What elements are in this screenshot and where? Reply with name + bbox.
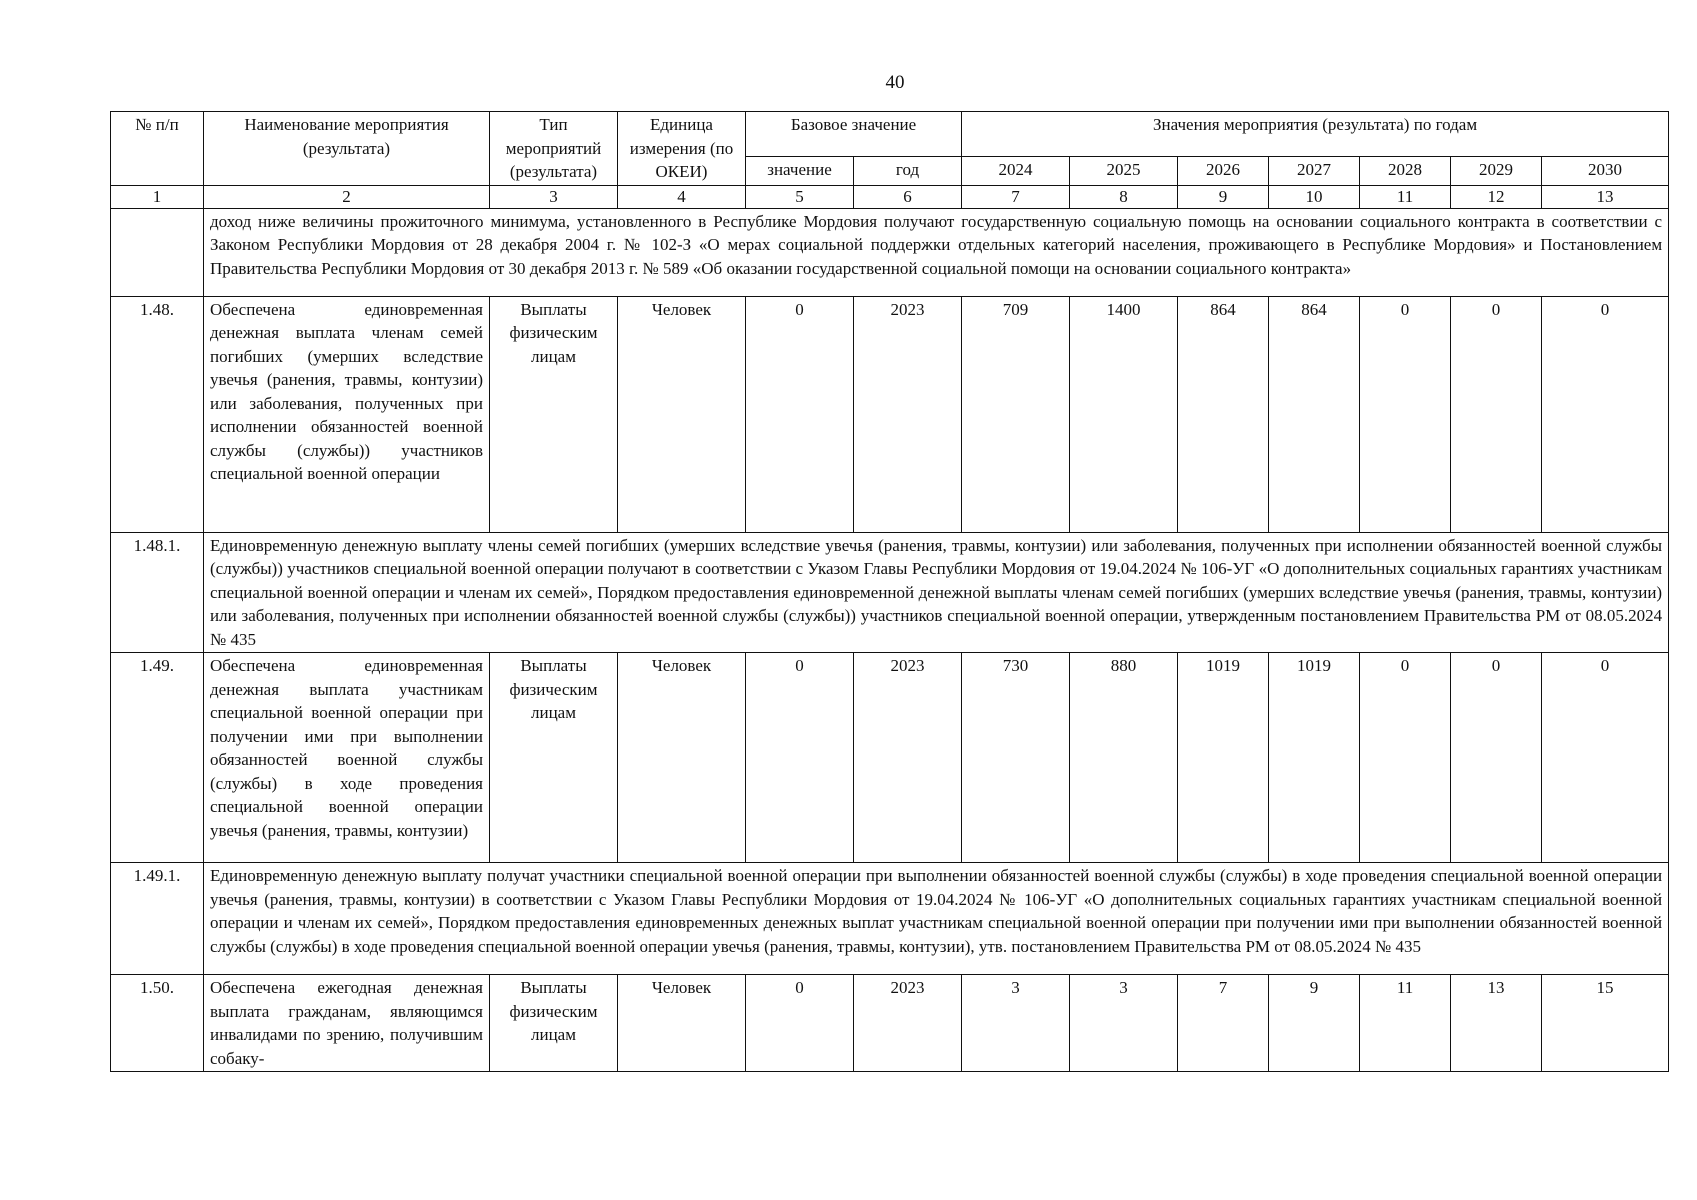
column-number: 4 — [618, 185, 746, 208]
page-number: 40 — [885, 72, 905, 93]
column-number: 12 — [1451, 185, 1542, 208]
row-number: 1.48.1. — [111, 532, 204, 653]
row-name: Обеспечена ежегодная денежная выплата гражданам, являющимся инвалидами по зрению, получившим собаку- — [204, 975, 490, 1072]
row-unit: Человек — [618, 296, 746, 532]
column-number: 10 — [1269, 185, 1360, 208]
row-base-year: 2023 — [854, 296, 962, 532]
row-note-text: доход ниже величины прожиточного минимума, установленного в Республике Мордовия получают государственную социальную помощь на основании социального контракта в соответствии с Законом Республики Мордовия от 28 декабря 2004 г. № 102-З «О мерах социальной поддержки отдельных категорий населения, проживающего в Республике Мордовия» и Постановлением Правительства Республики Мордовия от 30 декабря 2013 г. № 589 «Об оказании государственной социальной помощи на основании социального контракта» — [204, 208, 1669, 296]
column-number: 11 — [1360, 185, 1451, 208]
column-number: 9 — [1178, 185, 1269, 208]
row-value: 15 — [1542, 975, 1669, 1072]
row-value: 3 — [962, 975, 1070, 1072]
row-value: 9 — [1269, 975, 1360, 1072]
column-number: 6 — [854, 185, 962, 208]
table-row-item — [111, 296, 1669, 532]
column-number-row — [111, 185, 1669, 208]
row-value: 709 — [962, 296, 1070, 532]
row-base-year: 2023 — [854, 975, 962, 1072]
header-row-top — [111, 112, 1669, 157]
row-value: 1400 — [1070, 296, 1178, 532]
row-value: 11 — [1360, 975, 1451, 1072]
row-base-value: 0 — [746, 975, 854, 1072]
row-type: Выплаты физическим лицам — [490, 296, 618, 532]
header-unit: Единица измерения (по ОКЕИ) — [618, 112, 746, 186]
header-num: № п/п — [111, 112, 204, 186]
header-base-year: год — [854, 157, 962, 186]
row-type: Выплаты физическим лицам — [490, 653, 618, 863]
table-row-item — [111, 975, 1669, 1072]
column-number: 1 — [111, 185, 204, 208]
row-value: 7 — [1178, 975, 1269, 1072]
row-note-text: Единовременную денежную выплату получат участники специальной военной операции при выполнении обязанностей военной службы (службы) в ходе проведения специальной военной операции увечья (ранения, травмы, контузии) в соответствии с Указом Главы Республики Мордовия от 19.04.2024 № 106-УГ «О дополнительных социальных гарантиях участникам специальной военной операции и членам их семей», Порядком предоставления единовременных денежных выплат участникам специальной военной операции при получении ими при выполнении обязанностей военной службы (службы) в ходе проведения специальной военной операции увечья (ранения, травмы, контузии), утв. постановлением Правительства РМ от 08.05.2024 № 435 — [204, 863, 1669, 975]
row-type: Выплаты физическим лицам — [490, 975, 618, 1072]
row-base-value: 0 — [746, 296, 854, 532]
table-row-note — [111, 532, 1669, 653]
row-base-year: 2023 — [854, 653, 962, 863]
row-value: 0 — [1360, 296, 1451, 532]
header-year: 2024 — [962, 157, 1070, 186]
row-name: Обеспечена единовременная денежная выплата участникам специальной военной операции при получении ими при выполнении обязанностей военной службы (службы) в ходе проведения специальной военной операции увечья (ранения, травмы, контузии) — [204, 653, 490, 863]
row-value: 0 — [1451, 653, 1542, 863]
header-year: 2025 — [1070, 157, 1178, 186]
row-number — [111, 208, 204, 296]
column-number: 7 — [962, 185, 1070, 208]
results-table — [110, 111, 1669, 1072]
header-year: 2028 — [1360, 157, 1451, 186]
table-row-note — [111, 863, 1669, 975]
header-year: 2030 — [1542, 157, 1669, 186]
header-type: Тип мероприятий (результата) — [490, 112, 618, 186]
row-unit: Человек — [618, 653, 746, 863]
row-number: 1.48. — [111, 296, 204, 532]
row-note-text: Единовременную денежную выплату члены семей погибших (умерших вследствие увечья (ранения, травмы, контузии) или заболевания, полученных при исполнении обязанностей военной службы (службы)) участников специальной военной операции получают в соответствии с Указом Главы Республики Мордовия от 19.04.2024 № 106-УГ «О дополнительных социальных гарантиях участникам специальной военной операции и членам их семей», Порядком предоставления единовременной денежной выплаты членам семей погибших (умерших вследствие увечья (ранения, травмы, контузии) или заболевания, полученных при исполнении обязанностей военной службы (службы)) участников специальной военной операции, утвержденным постановлением Правительства РМ от 08.05.2024 № 435 — [204, 532, 1669, 653]
row-name: Обеспечена единовременная денежная выплата членам семей погибших (умерших вследствие увечья (ранения, травмы, контузии) или заболевания, полученных при исполнении обязанностей военной службы (службы)) участников специальной военной операции — [204, 296, 490, 532]
column-number: 2 — [204, 185, 490, 208]
header-years-title: Значения мероприятия (результата) по годам — [962, 112, 1669, 157]
row-value: 0 — [1542, 653, 1669, 863]
row-value: 0 — [1542, 296, 1669, 532]
header-year: 2027 — [1269, 157, 1360, 186]
header-base-value: значение — [746, 157, 854, 186]
row-value: 13 — [1451, 975, 1542, 1072]
column-number: 5 — [746, 185, 854, 208]
row-value: 0 — [1360, 653, 1451, 863]
table-row-item — [111, 653, 1669, 863]
header-year: 2029 — [1451, 157, 1542, 186]
column-number: 8 — [1070, 185, 1178, 208]
row-value: 0 — [1451, 296, 1542, 532]
header-year: 2026 — [1178, 157, 1269, 186]
row-value: 864 — [1269, 296, 1360, 532]
header-base: Базовое значение — [746, 112, 962, 157]
row-value: 1019 — [1178, 653, 1269, 863]
row-unit: Человек — [618, 975, 746, 1072]
row-value: 730 — [962, 653, 1070, 863]
row-number: 1.49.1. — [111, 863, 204, 975]
header-name: Наименование мероприятия (результата) — [204, 112, 490, 186]
row-value: 3 — [1070, 975, 1178, 1072]
table-row-note — [111, 208, 1669, 296]
column-number: 13 — [1542, 185, 1669, 208]
row-base-value: 0 — [746, 653, 854, 863]
row-number: 1.50. — [111, 975, 204, 1072]
row-value: 880 — [1070, 653, 1178, 863]
column-number: 3 — [490, 185, 618, 208]
row-value: 1019 — [1269, 653, 1360, 863]
row-number: 1.49. — [111, 653, 204, 863]
row-value: 864 — [1178, 296, 1269, 532]
